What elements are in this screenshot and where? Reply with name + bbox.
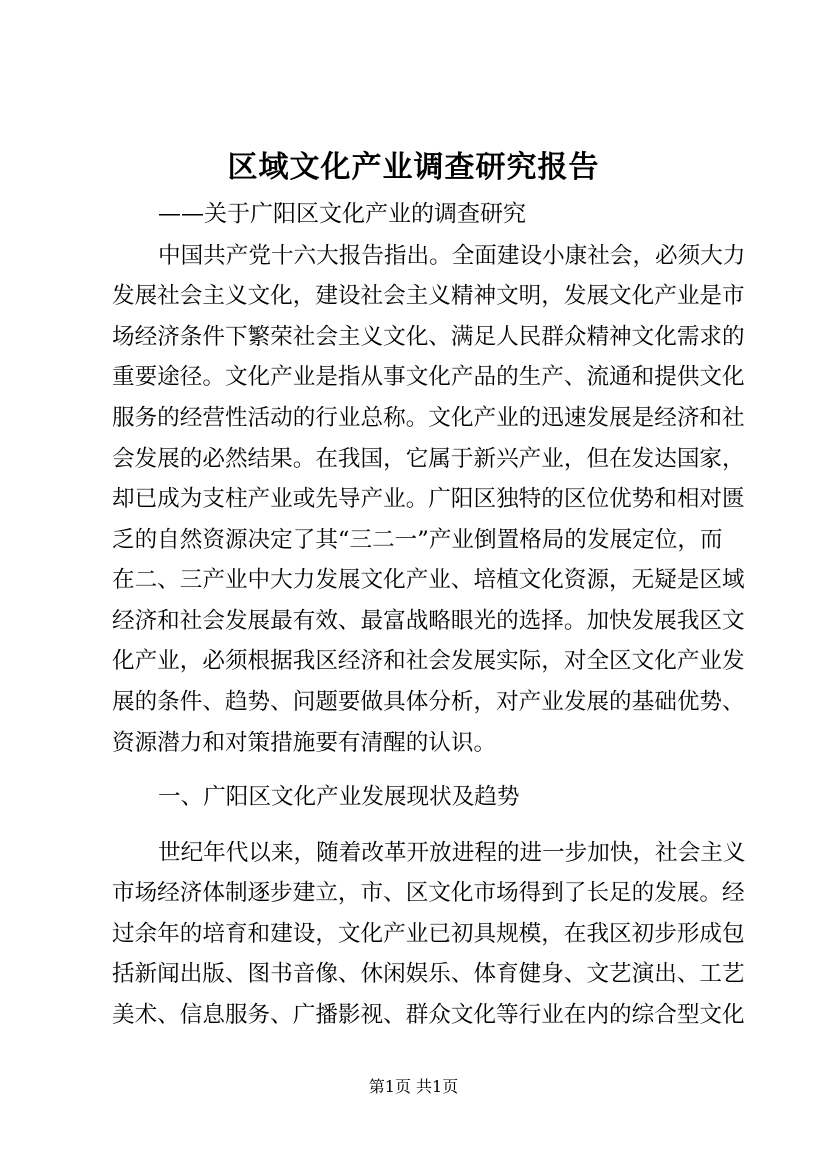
page-footer: 第1页 共1页 <box>368 1077 459 1096</box>
paragraph-line: 场经济条件下繁荣社会主义文化、满足人民群众精神文化需求的 <box>112 324 745 350</box>
paragraph-line: 资源潜力和对策措施要有清醒的认识。 <box>112 730 497 756</box>
paragraph-line: 发展社会主义文化，建设社会主义精神文明，发展文化产业是市 <box>112 283 745 309</box>
document-title: 区域文化产业调查研究报告 <box>227 150 600 185</box>
paragraph-line: 会发展的必然结果。在我国，它属于新兴产业，但在发达国家， <box>112 446 745 472</box>
paragraph-line: 市场经济体制逐步建立，市、区文化市场得到了长足的发展。经 <box>112 880 745 906</box>
paragraph-line: 展的条件、趋势、问题要做具体分析，对产业发展的基础优势、 <box>112 689 745 715</box>
paragraph-line: 化产业，必须根据我区经济和社会发展实际，对全区文化产业发 <box>112 648 745 674</box>
paragraph-line: 经济和社会发展最有效、最富战略眼光的选择。加快发展我区文 <box>112 608 745 634</box>
paragraph-line: 服务的经营性活动的行业总称。文化产业的迅速发展是经济和社 <box>112 405 745 431</box>
paragraph-line: 乏的自然资源决定了其“三二一”产业倒置格局的发展定位，而 <box>112 527 723 553</box>
document-subtitle: ——关于广阳区文化产业的调查研究 <box>158 201 526 227</box>
paragraph-line: 却已成为支柱产业或先导产业。广阳区独特的区位优势和相对匮 <box>112 486 745 512</box>
paragraph-line: 括新闻出版、图书音像、休闲娱乐、体育健身、文艺演出、工艺 <box>112 961 745 987</box>
paragraph-line: 重要途径。文化产业是指从事文化产品的生产、流通和提供文化 <box>112 364 745 390</box>
section-heading: 一、广阳区文化产业发展现状及趋势 <box>158 784 520 810</box>
paragraph-line: 世纪年代以来，随着改革开放进程的进一步加快，社会主义 <box>158 840 746 866</box>
paragraph-line: 美术、信息服务、广播影视、群众文化等行业在内的综合型文化 <box>112 1002 745 1028</box>
paragraph-line: 中国共产党十六大报告指出。全面建设小康社会，必须大力 <box>158 243 746 269</box>
paragraph-line: 在二、三产业中大力发展文化产业、培植文化资源，无疑是区域 <box>112 567 745 593</box>
paragraph-line: 过余年的培育和建设，文化产业已初具规模，在我区初步形成包 <box>112 921 745 947</box>
